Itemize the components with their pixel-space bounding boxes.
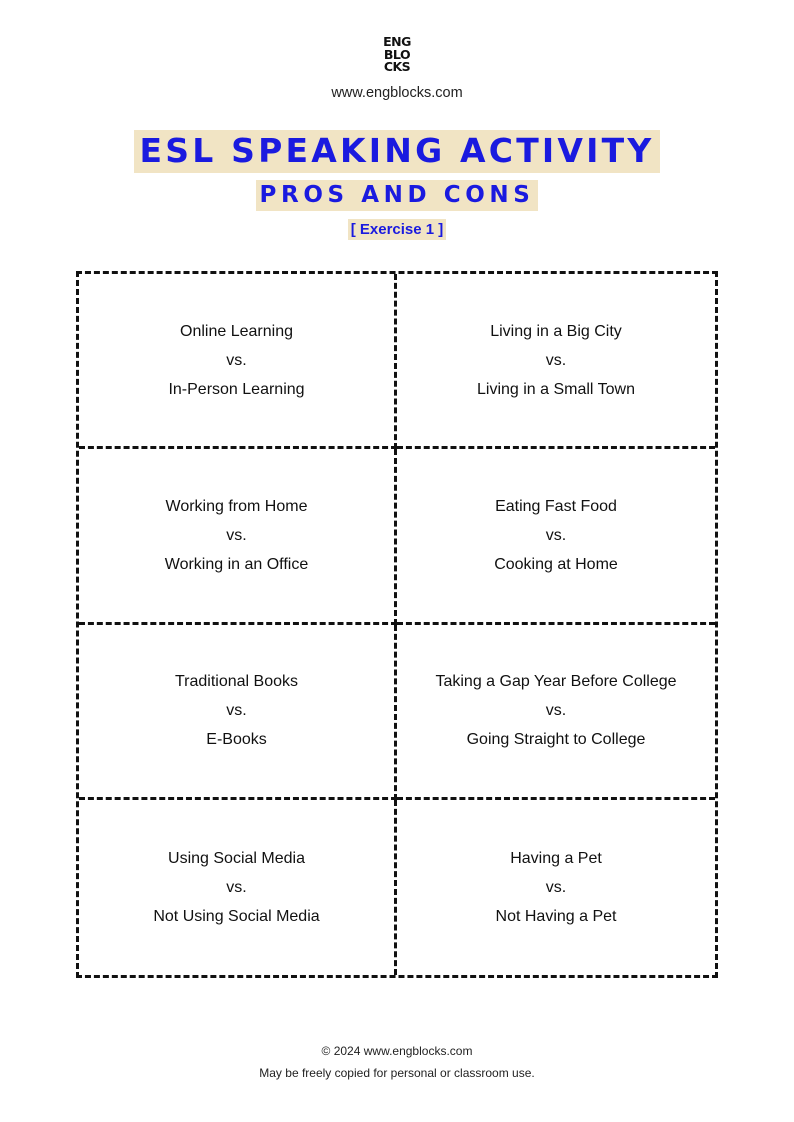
versus-label: vs. — [226, 351, 247, 369]
option-b: Working in an Office — [164, 555, 309, 573]
versus-label: vs. — [226, 526, 247, 544]
option-b: In-Person Learning — [168, 380, 305, 398]
versus-label: vs. — [545, 702, 567, 720]
option-a: Online Learning — [180, 322, 293, 340]
cards-grid — [76, 271, 718, 978]
option-a: Eating Fast Food — [495, 497, 617, 515]
exercise-label: [ Exercise 1 ] — [348, 219, 447, 240]
site-url: www.engblocks.com — [331, 85, 463, 101]
logo-line: ENG — [383, 34, 411, 49]
topic-card — [79, 274, 397, 449]
engblocks-logo — [377, 36, 417, 74]
option-b: Not Using Social Media — [153, 907, 320, 925]
topic-card — [397, 449, 715, 624]
versus-label: vs. — [545, 878, 567, 896]
page-subtitle: PROS AND CONS — [256, 180, 539, 211]
option-a: Living in a Big City — [490, 322, 622, 340]
topic-card — [397, 625, 715, 800]
topic-card — [397, 274, 715, 449]
logo-line: CKS — [383, 59, 411, 74]
page-title: ESL SPEAKING ACTIVITY — [134, 130, 661, 173]
license-text: May be freely copied for personal or classroom use. — [259, 1066, 535, 1080]
option-b: E-Books — [206, 731, 267, 749]
topic-card — [79, 625, 397, 800]
option-a: Traditional Books — [174, 673, 299, 691]
option-a: Using Social Media — [168, 849, 305, 867]
option-b: Not Having a Pet — [495, 907, 617, 925]
option-a: Working from Home — [165, 497, 308, 515]
topic-card — [79, 449, 397, 624]
option-b: Living in a Small Town — [476, 380, 635, 398]
logo-line: BLO — [383, 46, 411, 62]
versus-label: vs. — [226, 878, 247, 896]
topic-card — [397, 800, 715, 975]
copyright-text: © 2024 www.engblocks.com — [321, 1044, 473, 1058]
versus-label: vs. — [545, 351, 567, 369]
option-a: Having a Pet — [510, 849, 602, 867]
topic-card — [79, 800, 397, 975]
option-b: Cooking at Home — [494, 555, 618, 573]
versus-label: vs. — [545, 526, 567, 544]
option-a: Taking a Gap Year Before College — [435, 673, 677, 691]
versus-label: vs. — [226, 702, 247, 720]
option-b: Going Straight to College — [466, 731, 646, 749]
